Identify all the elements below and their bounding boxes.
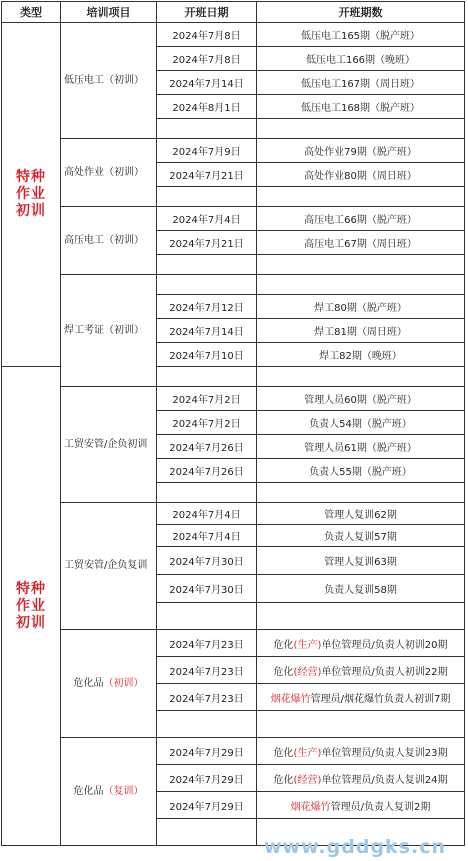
date-cell: 2024年7月26日 xyxy=(157,459,257,483)
session-cell: 危化(经营)单位管理员/负责人初训22期 xyxy=(257,657,465,684)
header-session: 开班期数 xyxy=(257,2,465,23)
table-row xyxy=(2,207,465,231)
table-row xyxy=(2,503,465,525)
training-schedule-table xyxy=(1,1,465,846)
date-cell: 2024年7月4日 xyxy=(157,503,257,525)
date-cell: 2024年7月21日 xyxy=(157,231,257,255)
date-cell: 2024年7月12日 xyxy=(157,295,257,319)
table-row xyxy=(2,23,465,47)
header-row xyxy=(2,2,465,23)
session-cell: 危化(生产)单位管理员/负责人复训23期 xyxy=(257,738,465,765)
empty-row xyxy=(2,275,465,295)
date-cell: 2024年7月23日 xyxy=(157,657,257,684)
session-cell: 负责人55期（脱产班） xyxy=(257,459,465,483)
date-cell: 2024年7月4日 xyxy=(157,525,257,547)
session-cell: 焊工80期（脱产班） xyxy=(257,295,465,319)
project-cell xyxy=(61,630,157,738)
session-cell: 管理人员60期（脱产班） xyxy=(257,387,465,411)
session-cell: 低压电工167期（周日班） xyxy=(257,71,465,95)
type-cell-2: 特种作业初训 xyxy=(2,367,61,846)
session-cell: 焊工82期（晚班） xyxy=(257,343,465,367)
date-cell: 2024年7月2日 xyxy=(157,387,257,411)
date-cell: 2024年7月21日 xyxy=(157,163,257,187)
header-type: 类型 xyxy=(2,2,61,23)
session-cell: 负责人复训57期 xyxy=(257,525,465,547)
project-cell: 高压电工（初训） xyxy=(61,207,157,275)
session-cell: 高压电工66期（脱产班） xyxy=(257,207,465,231)
session-cell: 危化(经营)单位管理员/负责人复训24期 xyxy=(257,765,465,792)
date-cell: 2024年7月29日 xyxy=(157,738,257,765)
session-cell: 高处作业80期（周日班） xyxy=(257,163,465,187)
date-cell: 2024年8月1日 xyxy=(157,95,257,119)
date-cell: 2024年7月14日 xyxy=(157,319,257,343)
project-cell: 工贸安管/企负复训 xyxy=(61,503,157,630)
session-cell: 危化(生产)单位管理员/负责人初训20期 xyxy=(257,630,465,657)
date-cell: 2024年7月8日 xyxy=(157,47,257,71)
date-cell: 2024年7月29日 xyxy=(157,765,257,792)
date-cell: 2024年7月8日 xyxy=(157,23,257,47)
date-cell: 2024年7月9日 xyxy=(157,139,257,163)
session-cell: 高压电工67期（周日班） xyxy=(257,231,465,255)
date-cell: 2024年7月30日 xyxy=(157,547,257,575)
watermark: www.gddgks.cn xyxy=(263,836,446,858)
table-row xyxy=(2,738,465,765)
session-cell: 烟花爆竹管理员/烟花爆竹负责人初训7期 xyxy=(257,684,465,711)
project-tag: （复训） xyxy=(103,785,144,797)
session-cell: 低压电工166期（晚班） xyxy=(257,47,465,71)
date-cell: 2024年7月10日 xyxy=(157,343,257,367)
date-cell: 2024年7月26日 xyxy=(157,435,257,459)
session-cell: 低压电工168期（脱产班） xyxy=(257,95,465,119)
session-cell: 低压电工165期（脱产班） xyxy=(257,23,465,47)
session-cell: 负责人54期（脱产班） xyxy=(257,411,465,435)
project-name: 危化品 xyxy=(73,677,104,689)
session-cell: 管理人员61期（脱产班） xyxy=(257,435,465,459)
header-project: 培训项目 xyxy=(61,2,157,23)
session-cell: 焊工81期（周日班） xyxy=(257,319,465,343)
project-cell: 工贸安管/企负初训 xyxy=(61,387,157,503)
date-cell: 2024年7月30日 xyxy=(157,575,257,603)
type-cell-1: 特种作业初训 xyxy=(2,23,61,367)
date-cell: 2024年7月23日 xyxy=(157,684,257,711)
project-name: 危化品 xyxy=(73,785,104,797)
project-tag: （初训） xyxy=(103,677,144,689)
table-row xyxy=(2,387,465,411)
date-cell: 2024年7月2日 xyxy=(157,411,257,435)
table-row xyxy=(2,139,465,163)
session-cell: 烟花爆竹管理员/负责人复训2期 xyxy=(257,792,465,819)
date-cell: 2024年7月29日 xyxy=(157,792,257,819)
project-cell xyxy=(61,738,157,846)
project-cell: 低压电工（初训） xyxy=(61,23,157,139)
table-row xyxy=(2,630,465,657)
session-cell: 管理人复训63期 xyxy=(257,547,465,575)
date-cell: 2024年7月14日 xyxy=(157,71,257,95)
session-cell: 管理人复训62期 xyxy=(257,503,465,525)
session-cell: 高处作业79期（脱产班） xyxy=(257,139,465,163)
date-cell: 2024年7月4日 xyxy=(157,207,257,231)
project-cell: 高处作业（初训） xyxy=(61,139,157,207)
session-cell: 负责人复训58期 xyxy=(257,575,465,603)
header-date: 开班日期 xyxy=(157,2,257,23)
project-cell: 焊工考证（初训） xyxy=(61,275,157,387)
date-cell: 2024年7月23日 xyxy=(157,630,257,657)
